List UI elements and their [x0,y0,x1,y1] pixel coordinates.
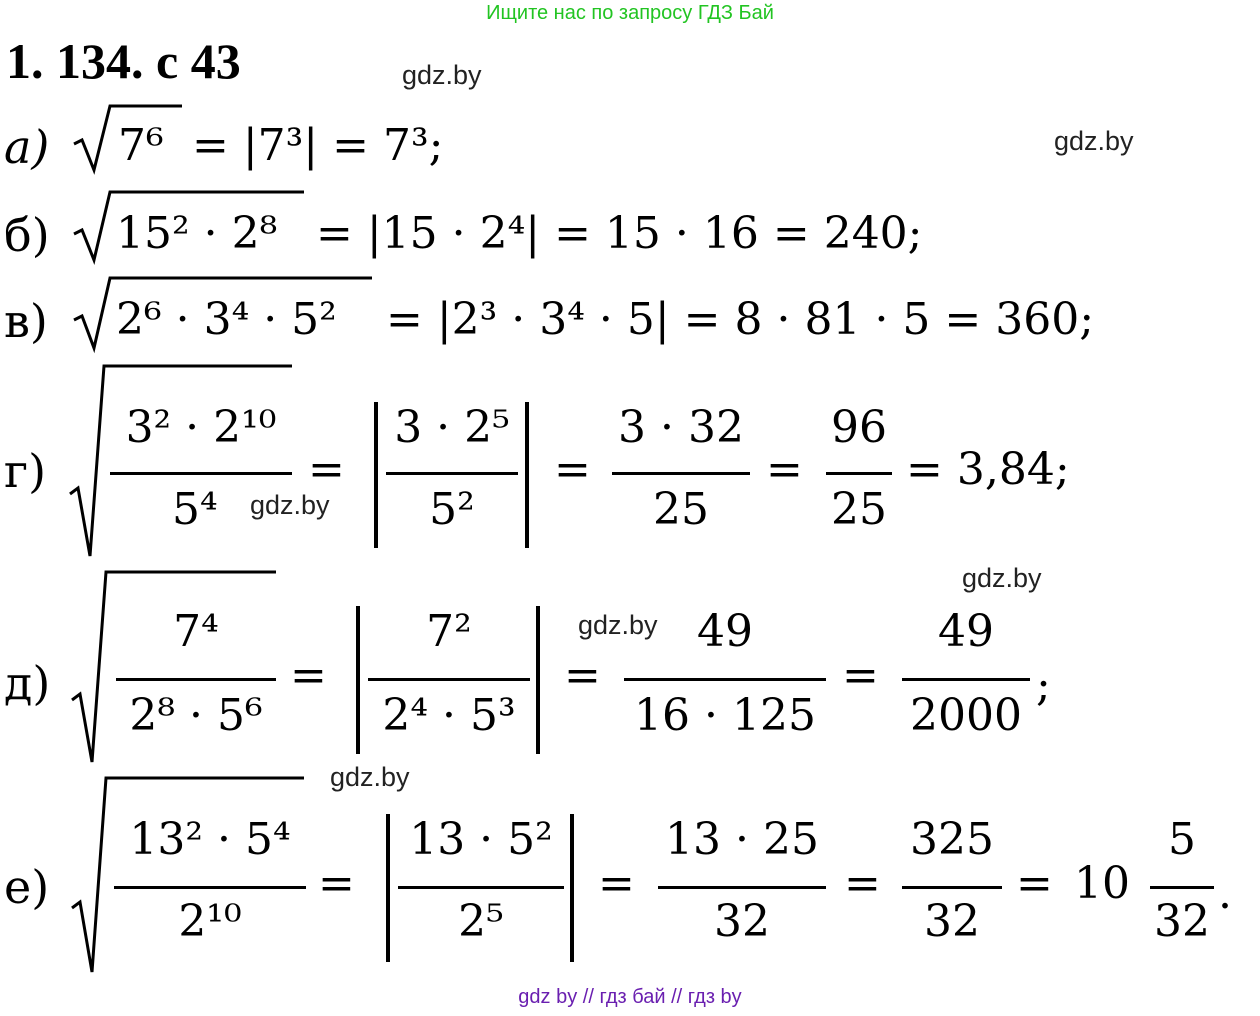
fraction-numerator: 3 · 32 [618,402,744,453]
fraction-bar [612,472,750,475]
fraction-denominator: 2000 [910,690,1022,741]
abs-bar-left [356,606,360,754]
fraction-numerator: 13 · 5² [409,814,553,865]
watermark: gdz.by [962,563,1042,593]
equation-rhs: ; [1036,660,1051,711]
abs-bar-left [374,402,378,548]
abs-bar-left [386,814,390,962]
fraction-numerator: 5 [1168,814,1196,865]
item-label-v: в) [4,294,48,348]
fraction-bar [386,472,518,475]
equals-sign: = [766,444,803,495]
equals-sign: = [844,858,881,909]
fraction-numerator: 7⁴ [173,606,219,657]
fraction-denominator: 16 · 125 [634,690,816,741]
fraction-numerator: 13² · 5⁴ [129,814,291,865]
fraction-denominator: 5² [429,484,475,535]
fraction-bar [902,678,1030,681]
equals-sign: = [842,650,879,701]
fraction-denominator: 2⁵ [458,896,504,947]
fraction-numerator: 3² · 2¹⁰ [125,402,277,453]
fraction-bar [902,886,1002,889]
fraction-bar [368,678,530,681]
fraction-bar [398,886,564,889]
equals-sign: = [308,444,345,495]
radicand: 15² · 2⁸ [116,208,278,259]
equals-sign: = [598,858,635,909]
equation-rhs: = 3,84; [906,444,1070,495]
fraction-bar [1150,886,1214,889]
fraction-numerator: 49 [697,606,753,657]
abs-bar-right [570,814,574,962]
item-label-g: г) [4,444,47,498]
equals-sign: = [290,650,327,701]
fraction-numerator: 13 · 25 [665,814,819,865]
fraction-numerator: 7² [426,606,472,657]
radicand: 7⁶ [118,120,164,171]
fraction-bar [110,472,292,475]
fraction-numerator: 3 · 2⁵ [394,402,510,453]
fraction-numerator: 96 [831,402,887,453]
fraction-denominator: 2⁸ · 5⁶ [129,690,263,741]
equals-sign: = [318,858,355,909]
fraction-denominator: 32 [1154,896,1210,947]
fraction-denominator: 32 [714,896,770,947]
watermark: gdz.by [250,490,330,520]
equation-rhs: = |7³| = 7³; [192,120,444,171]
footer-watermark: gdz by // гдз бай // гдз by [518,986,742,1008]
fraction-numerator: 49 [938,606,994,657]
abs-bar-right [525,402,529,548]
fraction-denominator: 25 [653,484,709,535]
equals-sign: = [564,650,601,701]
item-label-e: е) [4,860,50,914]
equation-rhs: = |15 · 2⁴| = 15 · 16 = 240; [316,208,923,259]
watermark: gdz.by [402,60,482,90]
watermark: gdz.by [330,762,410,792]
fraction-denominator: 5⁴ [172,484,218,535]
exercise-heading: 1. 134. с 43 [6,33,241,89]
item-label-a: а) [4,120,50,174]
item-label-b: б) [4,208,50,262]
fraction-numerator: 325 [910,814,994,865]
fraction-denominator: 2⁴ · 5³ [382,690,516,741]
fraction-bar [826,472,892,475]
equation-rhs: . [1218,868,1232,919]
mixed-number-whole: 10 [1074,858,1130,909]
abs-bar-right [536,606,540,754]
watermark: gdz.by [578,610,658,640]
fraction-bar [658,886,826,889]
fraction-bar [624,678,826,681]
search-banner: Ищите нас по запросу ГДЗ Бай [486,2,774,24]
radicand: 2⁶ · 3⁴ · 5² [116,294,337,345]
equation-rhs: = |2³ · 3⁴ · 5| = 8 · 81 · 5 = 360; [386,294,1095,345]
item-label-d: д) [4,656,51,710]
equals-sign: = [1016,858,1053,909]
fraction-denominator: 2¹⁰ [178,896,242,947]
watermark: gdz.by [1054,126,1134,156]
fraction-denominator: 25 [831,484,887,535]
equals-sign: = [554,444,591,495]
fraction-bar [116,678,276,681]
fraction-denominator: 32 [924,896,980,947]
fraction-bar [114,886,306,889]
